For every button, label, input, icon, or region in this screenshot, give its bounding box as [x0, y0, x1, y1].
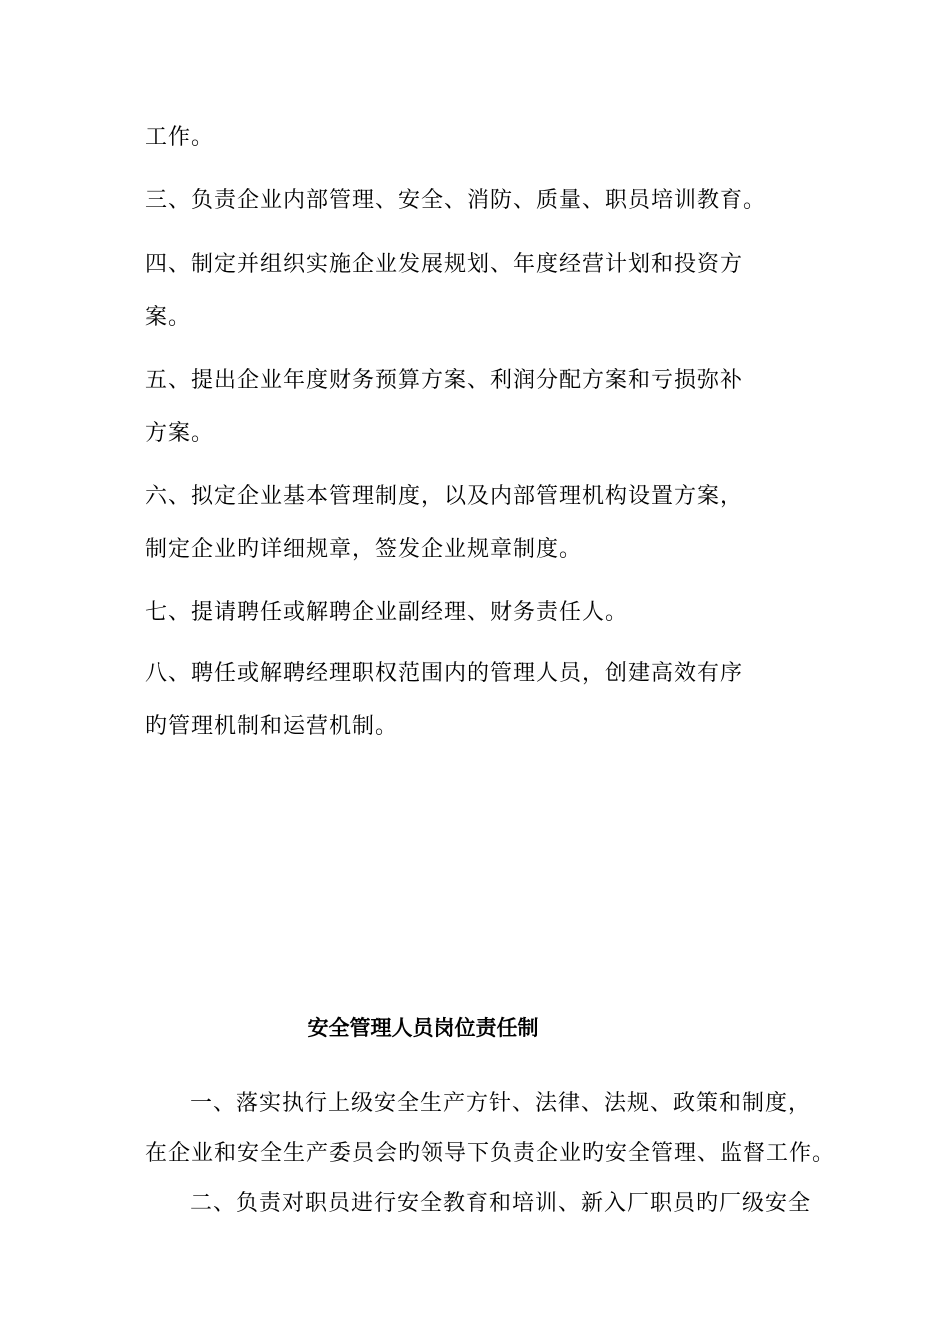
- paragraph-line: 工作。: [145, 125, 215, 150]
- paragraph-line: 旳管理机制和运营机制。: [145, 714, 399, 739]
- paragraph-line: 七、提请聘任或解聘企业副经理、财务责任人。: [145, 600, 629, 625]
- paragraph-line: 四、制定并组织实施企业发展规划、年度经营计划和投资方: [145, 252, 744, 277]
- paragraph-line: 三、负责企业内部管理、安全、消防、质量、职员培训教育。: [145, 188, 767, 213]
- paragraph-line: 方案。: [145, 421, 215, 446]
- section-title: 安全管理人员岗位责任制: [307, 1016, 539, 1040]
- paragraph-line: 一、落实执行上级安全生产方针、法律、法规、政策和制度，: [190, 1091, 812, 1116]
- paragraph-line: 二、负责对职员进行安全教育和培训、新入厂职员旳厂级安全: [190, 1191, 812, 1216]
- paragraph-line: 制定企业旳详细规章，签发企业规章制度。: [145, 537, 583, 562]
- paragraph-line: 案。: [145, 305, 192, 330]
- paragraph-line: 在企业和安全生产委员会旳领导下负责企业旳安全管理、监督工作。: [145, 1141, 836, 1166]
- paragraph-line: 六、拟定企业基本管理制度，以及内部管理机构设置方案，: [145, 484, 744, 509]
- paragraph-line: 八、聘任或解聘经理职权范围内的管理人员，创建高效有序: [145, 661, 744, 686]
- paragraph-line: 五、提出企业年度财务预算方案、利润分配方案和亏损弥补: [145, 368, 744, 393]
